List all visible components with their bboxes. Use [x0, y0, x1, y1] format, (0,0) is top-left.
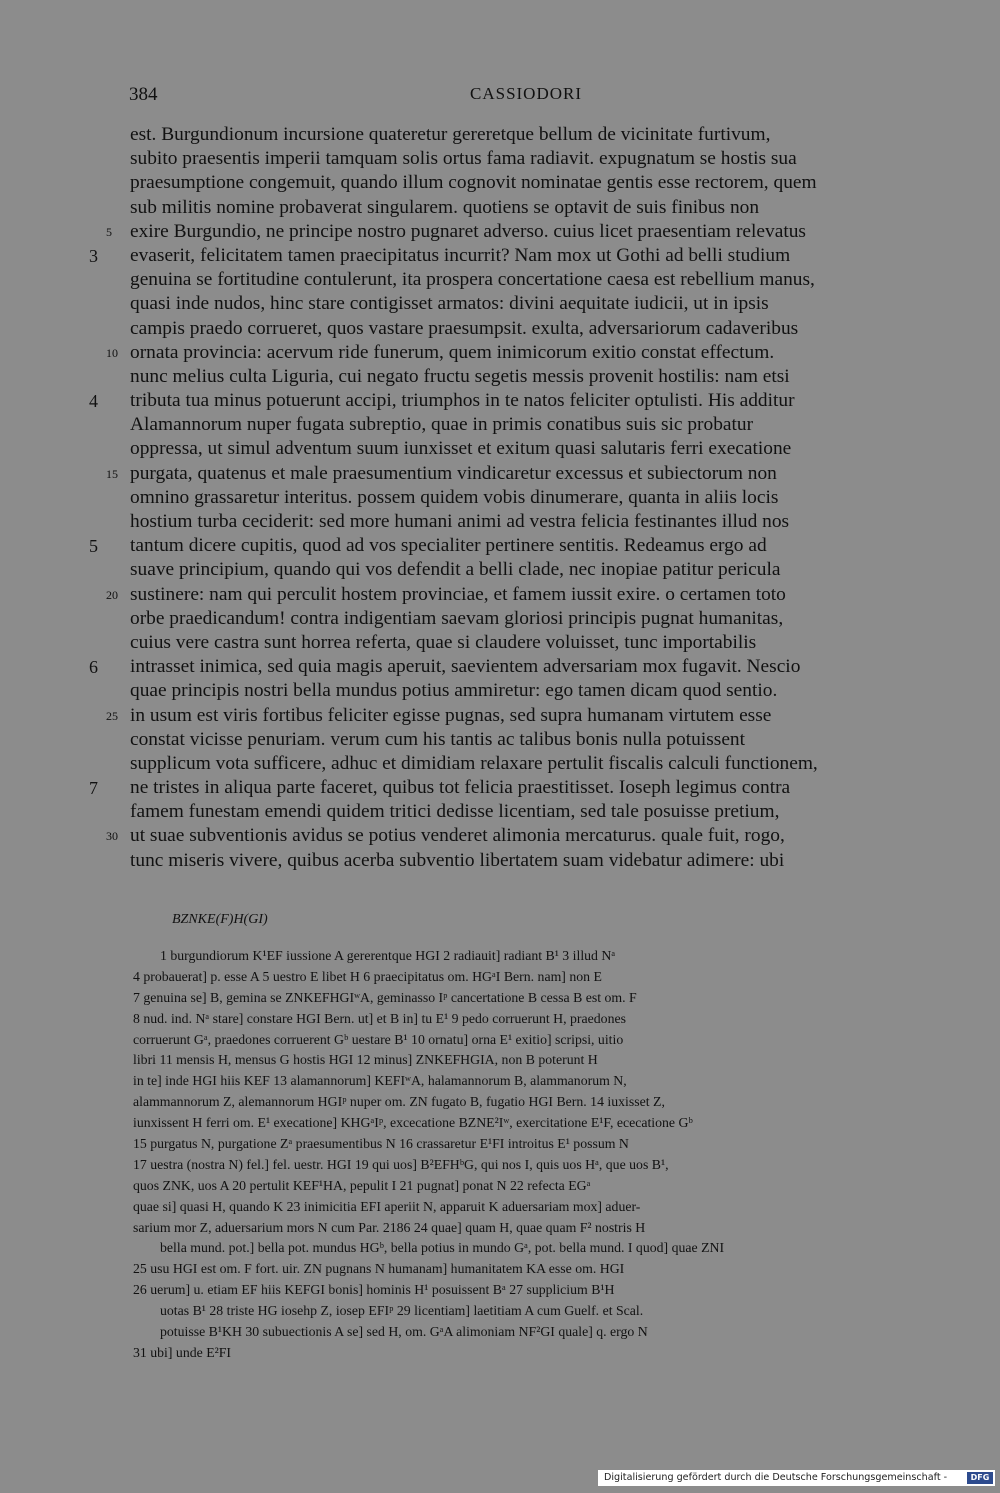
- chapter-number: 4: [89, 391, 98, 412]
- line-text: Alamannorum nuper fugata subreptio, quae in primis conatibus suis sic probatur: [130, 414, 754, 436]
- apparatus-text: corruerunt Gᵃ, praedones corruerent Gᵇ uestare B¹ 10 ornatu] orna E¹ exitio] scripsi, uitio: [133, 1031, 624, 1047]
- chapter-number: 7: [89, 778, 98, 799]
- apparatus-text: iunxissent H ferri om. E¹ execatione] KHGᵃIᵖ, excecatione BZNE²Iʷ, exercitatione E¹F, ececatione Gᵇ: [133, 1115, 693, 1131]
- chapter-number: 6: [89, 657, 98, 678]
- apparatus-text: 15 purgatus N, purgatione Zᵃ praesumentibus N 16 crassaretur E¹FI introitus E¹ possum N: [133, 1136, 629, 1152]
- line-number: 10: [106, 345, 118, 360]
- apparatus-line: [0, 1050, 1000, 1071]
- text-line: [0, 679, 1000, 703]
- apparatus-line: [0, 1280, 1000, 1301]
- text-line: [0, 824, 1000, 848]
- apparatus-text: 7 genuina se] B, gemina se ZNKEFHGIʷA, geminasso Iᵖ cancertatione B cessa B est om. F: [133, 989, 637, 1005]
- apparatus-line: [0, 1009, 1000, 1030]
- apparatus-line: [0, 1259, 1000, 1280]
- page-number: 384: [129, 84, 158, 105]
- line-number: 15: [106, 466, 118, 481]
- apparatus-text: uotas B¹ 28 triste HG iosehp Z, iosep EFIᵖ 29 licentiam] laetitiam A cum Guelf. et Scal.: [160, 1303, 644, 1319]
- line-number: 30: [106, 829, 118, 844]
- text-line: [0, 849, 1000, 873]
- text-line: [0, 486, 1000, 510]
- text-line: [0, 220, 1000, 244]
- text-line: [0, 800, 1000, 824]
- apparatus-text: 1 burgundiorum K¹EF iussione A gererentque HGI 2 radiauit] radiant B¹ 3 illud Nᵃ: [160, 948, 616, 963]
- apparatus-text: quos ZNK, uos A 20 pertulit KEF¹HA, pepulit I 21 pugnat] ponat N 22 refecta EGᵃ: [133, 1177, 591, 1193]
- text-line: [0, 752, 1000, 776]
- text-line: [0, 583, 1000, 607]
- line-text: sub militis nomine probaverat singularem. quotiens se optavit de suis finibus non: [130, 196, 760, 218]
- text-line: [0, 655, 1000, 679]
- text-line: [0, 704, 1000, 728]
- line-text: sustinere: nam qui perculit hostem provinciae, et famem iussit exire. o certamen toto: [130, 583, 786, 605]
- line-number: 25: [106, 708, 118, 723]
- line-text: ne tristes in aliqua parte faceret, quibus tot felicia praestitisset. Ioseph legimus contra: [130, 777, 791, 799]
- text-line: [0, 558, 1000, 582]
- text-line: [0, 171, 1000, 195]
- line-number: 20: [106, 587, 118, 602]
- line-text: omnino grassaretur interitus. possem quidem vobis dinumerare, quanta in aliis locis: [130, 486, 779, 508]
- line-text: ornata provincia: acervum ride funerum, quem inimicorum exitio constat effectum.: [130, 341, 775, 363]
- line-text: tantum dicere cupitis, quod ad vos specialiter pertinere sentitis. Redeamus ergo ad: [130, 535, 767, 557]
- apparatus-line: [0, 1155, 1000, 1176]
- line-text: cuius vere castra sunt horrea referta, quae si claudere voluisset, tunc importabilis: [130, 631, 757, 653]
- text-line: [0, 196, 1000, 220]
- critical-apparatus: [0, 946, 1000, 1364]
- main-text-block: [0, 123, 1000, 873]
- apparatus-text: potuisse B¹KH 30 subuectionis A se] sed H, om. GᵃA alimoniam NF²GI quale] q. ergo N: [160, 1324, 648, 1340]
- apparatus-line: [0, 1030, 1000, 1051]
- apparatus-text: 8 nud. ind. Nᵃ stare] constare HGI Bern. ut] et B in] tu E¹ 9 pedo corruerunt H, praedones: [133, 1010, 626, 1026]
- apparatus-text: 17 uestra (nostra N) fel.] fel. uestr. HGI 19 qui uos] B²EFHᵇG, qui nos I, quis uos Hᵃ, que uos B¹,: [133, 1156, 669, 1172]
- line-number: 5: [106, 224, 112, 239]
- apparatus-line: [0, 1071, 1000, 1092]
- apparatus-text: 31 ubi] unde E²FI: [133, 1344, 232, 1360]
- chapter-number: 3: [89, 245, 98, 266]
- apparatus-text: 4 probauerat] p. esse A 5 uestro E libet H 6 praecipitatus om. HGᵃI Bern. nam] non E: [133, 968, 602, 984]
- apparatus-line: [0, 1134, 1000, 1155]
- line-text: famem funestam emendi quidem tritici dedisse licentiam, sed tale posuisse pretium,: [130, 801, 780, 823]
- apparatus-text: libri 11 mensis H, mensus G hostis HGI 12 minus] ZNKEFHGIA, non B poterunt H: [133, 1052, 598, 1068]
- text-line: [0, 413, 1000, 437]
- chapter-number: 5: [89, 536, 98, 557]
- text-line: [0, 341, 1000, 365]
- line-text: quasi inde nudos, hinc stare contigisset armatos: divini aequitate iudicii, ut in ipsis: [130, 293, 769, 315]
- text-line: [0, 317, 1000, 341]
- line-text: genuina se fortitudine contulerunt, ita prospera concertatione caesa est rebellium manus,: [130, 269, 815, 291]
- apparatus-line: [0, 988, 1000, 1009]
- apparatus-text: quae si] quasi H, quando K 23 inimicitia EFI aperiit N, apparuit K aduersariam mox] aduer-: [133, 1198, 641, 1214]
- apparatus-text: alammannorum Z, alemannorum HGIᵖ nuper om. ZN fugato B, fugatio HGI Bern. 14 iuxisset Z,: [133, 1094, 665, 1110]
- text-line: [0, 776, 1000, 800]
- text-line: [0, 631, 1000, 655]
- text-line: [0, 728, 1000, 752]
- text-line: [0, 147, 1000, 171]
- apparatus-line: [0, 1092, 1000, 1113]
- line-text: tunc miseris vivere, quibus acerba subventio libertatem suam videbatur adimere: ubi: [130, 849, 785, 871]
- apparatus-text: 26 uerum] u. etiam EF hiis KEFGI bonis] hominis H¹ posuissent Bᵃ 27 supplicium B¹H: [133, 1282, 615, 1298]
- line-text: quae principis nostri bella mundus potius ammiretur: ego tamen dicam quod sentio.: [130, 680, 778, 702]
- text-line: [0, 268, 1000, 292]
- text-line: [0, 607, 1000, 631]
- line-text: evaserit, felicitatem tamen praecipitatus incurrit? Nam mox ut Gothi ad belli studium: [130, 244, 791, 266]
- line-text: in usum est viris fortibus feliciter egisse pugnas, sed supra humanam virtutem esse: [130, 704, 772, 726]
- text-line: [0, 462, 1000, 486]
- text-line: [0, 510, 1000, 534]
- line-text: ut suae subventionis avidus se potius venderet alimonia mercaturus. quale fuit, rogo,: [130, 825, 785, 847]
- dfg-logo: DFG: [967, 1472, 993, 1484]
- line-text: supplicum vota sufficere, adhuc et dimidiam relaxare pertulit fiscalis calculi functionem,: [130, 752, 818, 774]
- apparatus-text: bella mund. pot.] bella pot. mundus HGᵇ, bella potius in mundo Gᵃ, pot. bella mund. I quod] quae ZNI: [160, 1240, 725, 1256]
- line-text: est. Burgundionum incursione quateretur gereretque bellum de vicinitate furtivum,: [130, 124, 771, 145]
- text-line: [0, 534, 1000, 558]
- line-text: exire Burgundio, ne principe nostro pugnaret adverso. cuius licet praesentiam relevatus: [130, 220, 806, 242]
- line-text: praesumptione congemuit, quando illum cognovit nominatae gentis esse rectorem, quem: [130, 172, 817, 194]
- line-text: purgata, quatenus et male praesumentium vindicaretur excessus et subiectorum non: [130, 462, 777, 484]
- apparatus-line: [0, 946, 1000, 967]
- text-line: [0, 244, 1000, 268]
- line-text: hostium turba ceciderit: sed more humani animi ad vestra felicia festinantes illud nos: [130, 511, 790, 532]
- running-title: CASSIODORI: [470, 84, 583, 103]
- line-text: tributa tua minus potuerunt accipi, triumphos in te natos feliciter optulisti. His additur: [130, 390, 795, 412]
- text-line: [0, 292, 1000, 316]
- apparatus-line: [0, 1113, 1000, 1134]
- line-text: campis praedo corrueret, quos vastare praesumpsit. exulta, adversariorum cadaveribus: [130, 317, 799, 339]
- apparatus-line: [0, 1218, 1000, 1239]
- line-text: oppressa, ut simul adventum suum iunxisset et exitum quasi salutaris ferri execatione: [130, 438, 792, 460]
- apparatus-line: [0, 1238, 1000, 1259]
- line-text: suave principium, quando qui vos defendit a belli clade, nec inopiae patitur pericula: [130, 559, 781, 581]
- manuscript-sigla: BZNKE(F)H(GI): [172, 912, 268, 927]
- line-text: orbe praedicandum! contra indigentiam saevam gloriosi principis pugnat humanitas,: [130, 607, 784, 629]
- footer-credit-bar: [598, 1470, 995, 1486]
- apparatus-line: [0, 967, 1000, 988]
- apparatus-line: [0, 1301, 1000, 1322]
- apparatus-text: sarium mor Z, aduersarium mors N cum Par. 2186 24 quae] quam H, quae quam F² nostris H: [133, 1219, 646, 1235]
- apparatus-text: 25 usu HGI est om. F fort. uir. ZN pugnans N humanam] humanitatem KA esse om. HGI: [133, 1261, 625, 1277]
- line-text: nunc melius culta Liguria, cui negato fructu segetis messis provenit hostilis: nam etsi: [130, 365, 790, 387]
- apparatus-line: [0, 1176, 1000, 1197]
- text-line: [0, 123, 1000, 147]
- apparatus-line: [0, 1322, 1000, 1343]
- text-line: [0, 365, 1000, 389]
- text-line: [0, 437, 1000, 461]
- text-line: [0, 389, 1000, 413]
- line-text: subito praesentis imperii tamquam solis ortus fama radiavit. expugnatum se hostis sua: [130, 148, 797, 170]
- footer-credit-text: Digitalisierung gefördert durch die Deutsche Forschungsgemeinschaft -: [604, 1472, 948, 1483]
- apparatus-text: in te] inde HGI hiis KEF 13 alamannorum] KEFIʷA, halamannorum B, alammanorum N,: [133, 1073, 627, 1089]
- line-text: intrasset inimica, sed quia magis aperuit, saevientem adversariam mox fugavit. Nescio: [130, 656, 801, 678]
- apparatus-line: [0, 1197, 1000, 1218]
- line-text: constat vicisse penuriam. verum cum his tantis ac talibus bonis nulla potuissent: [130, 728, 746, 750]
- apparatus-line: [0, 1343, 1000, 1364]
